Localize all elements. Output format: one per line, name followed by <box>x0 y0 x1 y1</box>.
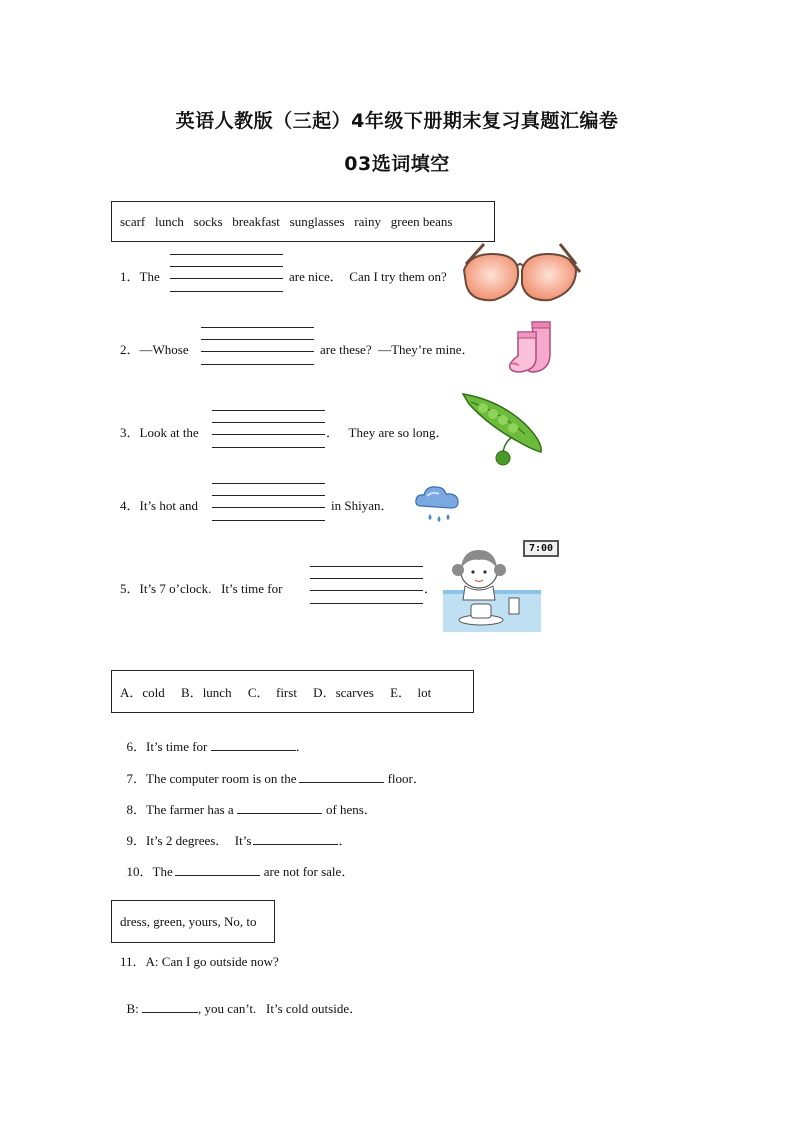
question-9 <box>120 814 351 849</box>
question-1-prefix: 1．The <box>120 269 160 284</box>
question-6 <box>120 720 309 755</box>
sunglasses-icon <box>460 240 582 306</box>
options-box: A．cold B．lunch C． first D．scarves E． lot <box>111 670 474 713</box>
question-5-suffix: ． <box>424 581 438 596</box>
question-11: 11．A: Can I go outside now? <box>120 954 279 969</box>
green-beans-icon <box>459 390 545 468</box>
question-9-suffix: ． <box>338 833 352 848</box>
question-8-suffix: of hens． <box>325 802 377 817</box>
question-4-suffix: in Shiyan． <box>331 498 394 513</box>
question-1-suffix: are nice． Can I try them on? <box>289 269 447 284</box>
question-3-prefix: 3．Look at the <box>120 425 199 440</box>
answer-lines-3[interactable] <box>212 410 325 450</box>
question-7-suffix: floor． <box>387 771 426 786</box>
question-2-prefix: 2．—Whose <box>120 342 189 357</box>
clock-display: 7:00 <box>523 540 559 557</box>
question-6-prefix: 6．It’s time for <box>126 739 208 754</box>
question-10 <box>120 845 354 880</box>
page-title: 英语人教版（三起）4年级下册期末复习真题汇编卷 <box>175 110 619 132</box>
question-4-prefix: 4．It’s hot and <box>120 498 198 513</box>
word-bank-1: scarf lunch socks breakfast sunglasses rainy green beans <box>111 201 495 242</box>
question-8-prefix: 8．The farmer has a <box>126 802 234 817</box>
question-2-suffix: are these? —They’re mine． <box>320 342 475 357</box>
answer-blank-10[interactable] <box>175 863 260 876</box>
question-8 <box>120 783 377 818</box>
answer-lines-5[interactable] <box>310 566 423 606</box>
question-7-prefix: 7．The computer room is on the <box>126 771 297 786</box>
question-10-suffix: are not for sale． <box>263 864 355 879</box>
answer-lines-2[interactable] <box>201 327 314 367</box>
answer-blank-6[interactable] <box>211 738 296 751</box>
question-11-b-suffix: , you can’t. It’s cold outside． <box>198 1001 363 1016</box>
question-3-suffix: ． They are so long． <box>326 425 449 440</box>
answer-blank-11[interactable] <box>142 1000 198 1013</box>
question-11-b-prefix: B: <box>126 1001 139 1016</box>
answer-lines-4[interactable] <box>212 483 325 523</box>
question-10-prefix: 10．The <box>126 864 173 879</box>
word-bank-3: dress, green, yours, No, to <box>111 900 275 943</box>
question-6-suffix: ． <box>295 739 309 754</box>
question-11-b <box>120 982 362 1017</box>
answer-blank-8[interactable] <box>237 801 322 814</box>
question-9-prefix: 9．It’s 2 degrees． It’s <box>126 833 252 848</box>
rain-cloud-icon <box>413 482 463 528</box>
answer-blank-7[interactable] <box>299 770 384 783</box>
answer-lines-1[interactable] <box>170 254 283 294</box>
question-5-prefix: 5．It’s 7 o’clock. It’s time for <box>120 581 283 596</box>
question-7 <box>120 752 426 787</box>
answer-blank-9[interactable] <box>253 832 338 845</box>
socks-icon <box>506 318 556 376</box>
page-subtitle: 03选词填空 <box>344 153 450 175</box>
